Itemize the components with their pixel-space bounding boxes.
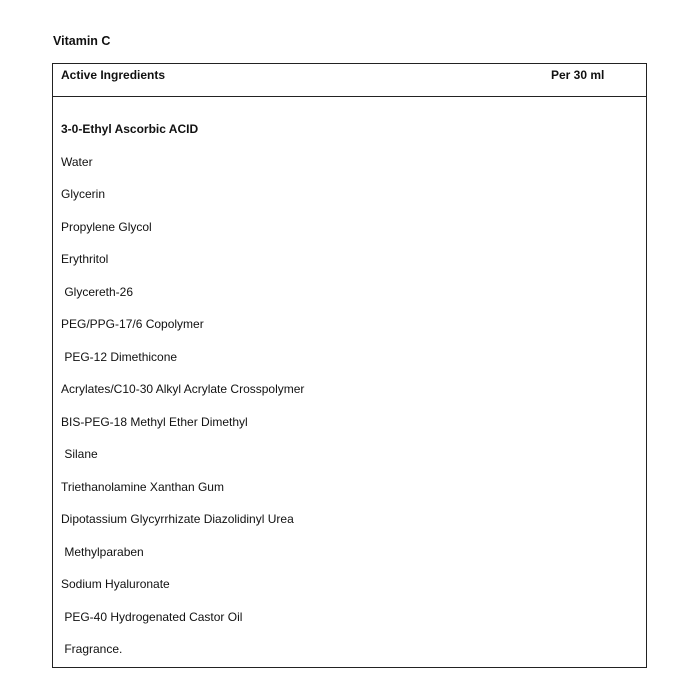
ingredient-item: Dipotassium Glycyrrhizate Diazolidinyl Urea <box>61 512 294 526</box>
document-title: Vitamin C <box>53 34 111 48</box>
ingredient-item: Propylene Glycol <box>61 219 152 234</box>
ingredient-item: Glycerin <box>61 187 106 201</box>
ingredient-item: BIS-PEG-18 Methyl Ether Dimethyl <box>61 414 248 429</box>
ingredient-item: Acrylates/C10-30 Alkyl Acrylate Crosspolymer <box>61 382 305 396</box>
table-header <box>53 64 646 97</box>
header-per-30-ml: Per 30 ml <box>551 68 605 82</box>
ingredient-item: PEG-12 Dimethicone <box>61 349 178 364</box>
ingredient-item: 3-0-Ethyl Ascorbic ACID <box>61 122 199 136</box>
ingredient-item: Glycereth-26 <box>61 284 134 299</box>
ingredient-item: Erythritol <box>61 252 109 266</box>
ingredient-item: Water <box>61 154 93 169</box>
ingredient-item: PEG/PPG-17/6 Copolymer <box>61 317 204 331</box>
ingredient-item: Sodium Hyaluronate <box>61 577 170 591</box>
ingredient-item: Triethanolamine Xanthan Gum <box>61 479 224 494</box>
ingredient-item: Methylparaben <box>61 544 144 559</box>
ingredient-item: PEG-40 Hydrogenated Castor Oil <box>61 609 243 624</box>
ingredient-list <box>61 120 304 673</box>
header-active-ingredients: Active Ingredients <box>61 68 166 82</box>
ingredient-item: Fragrance. <box>61 642 123 656</box>
ingredients-table <box>52 63 647 668</box>
ingredient-item: Silane <box>61 447 98 461</box>
